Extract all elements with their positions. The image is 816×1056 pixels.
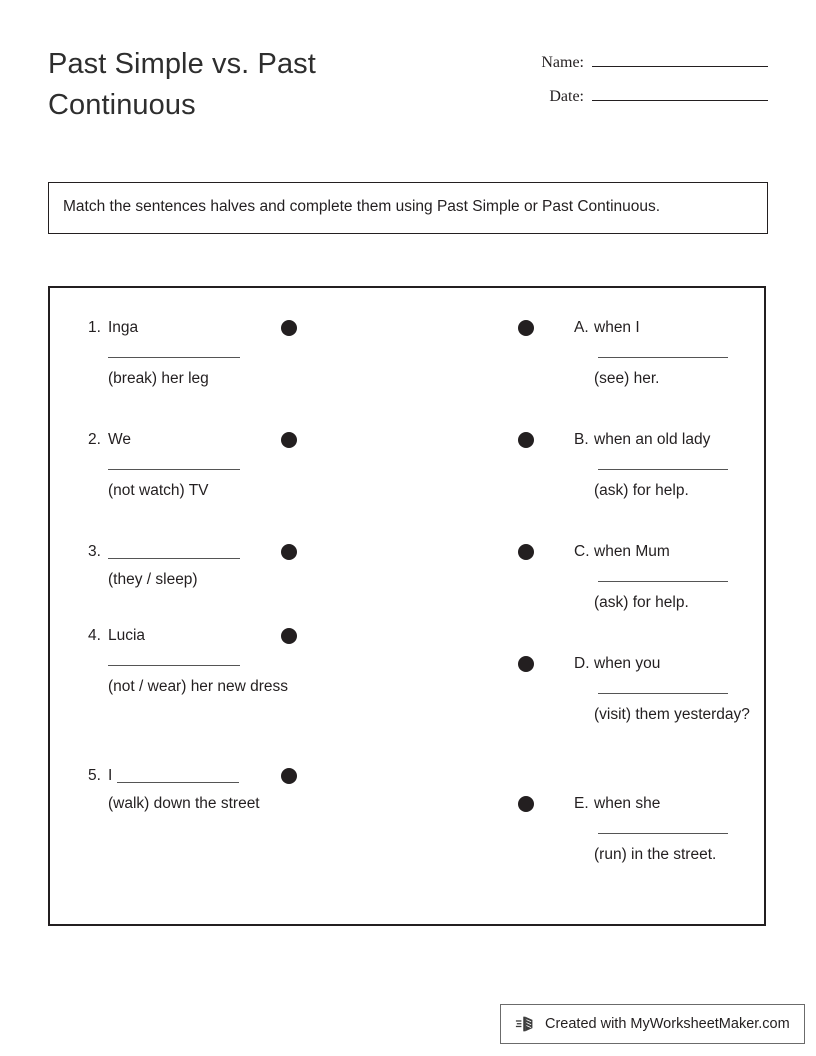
- match-dot-right-e[interactable]: [518, 796, 534, 812]
- name-label: Name:: [541, 54, 584, 71]
- answer-blank[interactable]: [598, 692, 728, 694]
- list-item: [88, 426, 240, 505]
- list-item: [574, 426, 728, 505]
- item-lead-text: when you: [594, 655, 661, 672]
- footer-attribution-text: Created with MyWorksheetMaker.com: [545, 1016, 790, 1032]
- date-label: Date:: [549, 88, 584, 105]
- item-tail-text: (walk) down the street: [108, 795, 260, 812]
- item-lead-text: when I: [594, 319, 640, 336]
- match-dot-left-5[interactable]: [281, 768, 297, 784]
- answer-blank[interactable]: [108, 664, 240, 666]
- match-dot-right-a[interactable]: [518, 320, 534, 336]
- item-label: D.: [574, 655, 590, 672]
- item-tail-text: (ask) for help.: [594, 594, 689, 611]
- list-item: [574, 650, 750, 729]
- item-lead-text: Inga: [108, 319, 139, 336]
- item-lead-text: when Mum: [594, 543, 670, 560]
- item-lead-text: when an old lady: [594, 431, 711, 448]
- match-dot-right-c[interactable]: [518, 544, 534, 560]
- item-lead-text: when she: [594, 795, 661, 812]
- answer-blank[interactable]: [598, 468, 728, 470]
- item-label: 4.: [88, 627, 101, 644]
- item-tail-text: (not / wear) her new dress: [108, 678, 289, 695]
- answer-blank[interactable]: [598, 580, 728, 582]
- match-dot-right-b[interactable]: [518, 432, 534, 448]
- list-item: [574, 314, 728, 393]
- name-date-fields: [520, 52, 768, 120]
- answer-blank[interactable]: [598, 356, 728, 358]
- answer-blank[interactable]: [598, 832, 728, 834]
- name-input-line[interactable]: [592, 52, 768, 67]
- item-label: 2.: [88, 431, 101, 448]
- list-item: [88, 622, 288, 701]
- list-item: [88, 538, 240, 594]
- item-label: B.: [574, 431, 589, 448]
- myworksheetmaker-logo-icon: [515, 1013, 537, 1035]
- item-label: 1.: [88, 319, 101, 336]
- item-tail-text: (visit) them yesterday?: [594, 706, 750, 723]
- date-input-line[interactable]: [592, 86, 768, 101]
- list-item: [574, 538, 728, 617]
- match-dot-left-2[interactable]: [281, 432, 297, 448]
- page-title: Past Simple vs. Past Continuous: [48, 48, 316, 121]
- item-tail-text: (not watch) TV: [108, 482, 209, 499]
- matching-exercise-box: [48, 286, 766, 926]
- list-item: [88, 314, 240, 393]
- date-field-row: [520, 86, 768, 120]
- list-item: [88, 762, 260, 818]
- match-dot-left-3[interactable]: [281, 544, 297, 560]
- item-lead-text: We: [108, 431, 131, 448]
- instructions-text: Match the sentences halves and complete them using Past Simple or Past Continuous.: [63, 198, 661, 215]
- answer-blank[interactable]: [108, 468, 240, 470]
- item-tail-text: (see) her.: [594, 370, 660, 387]
- item-tail-text: (run) in the street.: [594, 846, 717, 863]
- answer-blank[interactable]: [117, 782, 239, 783]
- item-label: 5.: [88, 767, 101, 784]
- item-tail-text: (ask) for help.: [594, 482, 689, 499]
- item-tail-text: (they / sleep): [108, 571, 198, 588]
- match-dot-left-1[interactable]: [281, 320, 297, 336]
- match-dot-left-4[interactable]: [281, 628, 297, 644]
- item-tail-text: (break) her leg: [108, 370, 209, 387]
- item-label: A.: [574, 319, 589, 336]
- footer-attribution-badge[interactable]: [500, 1004, 805, 1044]
- item-lead-text: Lucia: [108, 627, 146, 644]
- match-dot-right-d[interactable]: [518, 656, 534, 672]
- item-label: 3.: [88, 543, 101, 560]
- item-label: C.: [574, 543, 590, 560]
- item-label: E.: [574, 795, 589, 812]
- instructions-box: [48, 182, 768, 234]
- answer-blank[interactable]: [108, 558, 240, 559]
- answer-blank[interactable]: [108, 356, 240, 358]
- item-lead-text: I: [108, 767, 113, 784]
- name-field-row: [520, 52, 768, 86]
- page-header: [48, 44, 768, 144]
- list-item: [574, 790, 728, 869]
